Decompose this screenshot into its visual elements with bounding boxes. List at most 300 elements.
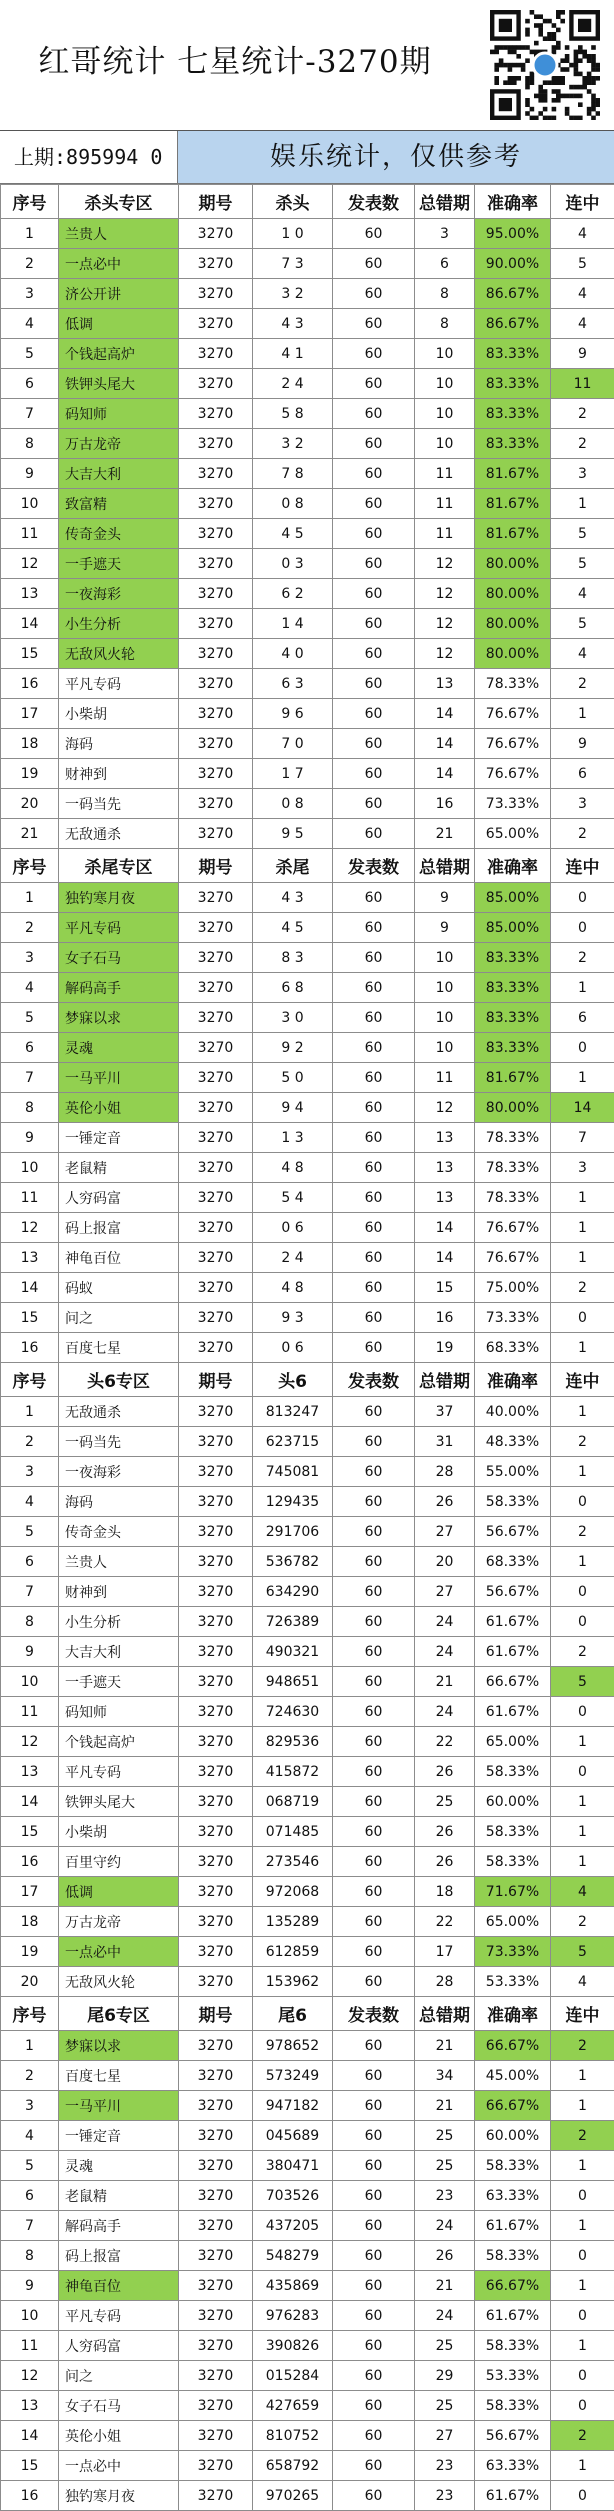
cell-numbers: 745081 [253, 1457, 333, 1487]
cell-tipster: 英伦小姐 [59, 1093, 179, 1123]
cell-numbers: 6 2 [253, 579, 333, 609]
cell-tipster: 梦寐以求 [59, 1003, 179, 1033]
cell-tipster: 传奇金头 [59, 519, 179, 549]
cell-numbers: 548279 [253, 2241, 333, 2271]
cell-accuracy: 81.67% [475, 459, 551, 489]
cell-errors: 13 [415, 1153, 475, 1183]
column-header-errors: 总错期 [415, 1997, 475, 2031]
cell-accuracy: 68.33% [475, 1333, 551, 1363]
cell-published: 60 [333, 1817, 415, 1847]
cell-issue: 3270 [179, 1063, 253, 1093]
cell-numbers: 4 5 [253, 519, 333, 549]
cell-rank: 9 [1, 1637, 59, 1667]
cell-numbers: 726389 [253, 1607, 333, 1637]
cell-tipster: 个钱起高炉 [59, 1727, 179, 1757]
table-row [1, 519, 614, 549]
cell-issue: 3270 [179, 2331, 253, 2361]
cell-streak: 11 [551, 369, 614, 399]
cell-tipster: 神龟百位 [59, 1243, 179, 1273]
column-header-issue: 期号 [179, 185, 253, 219]
cell-tipster: 女子石马 [59, 2391, 179, 2421]
cell-rank: 12 [1, 549, 59, 579]
column-header-errors: 总错期 [415, 849, 475, 883]
cell-numbers: 2 4 [253, 1243, 333, 1273]
cell-issue: 3270 [179, 2031, 253, 2061]
cell-published: 60 [333, 819, 415, 849]
cell-tipster: 大吉大利 [59, 1637, 179, 1667]
cell-published: 60 [333, 1457, 415, 1487]
cell-accuracy: 73.33% [475, 1303, 551, 1333]
cell-streak: 9 [551, 339, 614, 369]
cell-rank: 19 [1, 1937, 59, 1967]
cell-tipster: 码上报富 [59, 1213, 179, 1243]
cell-streak: 4 [551, 309, 614, 339]
cell-errors: 37 [415, 1397, 475, 1427]
cell-rank: 16 [1, 1847, 59, 1877]
cell-issue: 3270 [179, 309, 253, 339]
table-row [1, 1757, 614, 1787]
cell-tipster: 兰贵人 [59, 219, 179, 249]
table-row [1, 489, 614, 519]
cell-tipster: 独钓寒月夜 [59, 2481, 179, 2511]
cell-rank: 7 [1, 1063, 59, 1093]
cell-numbers: 4 1 [253, 339, 333, 369]
cell-streak: 4 [551, 579, 614, 609]
cell-accuracy: 80.00% [475, 1093, 551, 1123]
cell-issue: 3270 [179, 2091, 253, 2121]
cell-rank: 16 [1, 669, 59, 699]
cell-published: 60 [333, 2481, 415, 2511]
table-row [1, 249, 614, 279]
cell-issue: 3270 [179, 1577, 253, 1607]
cell-issue: 3270 [179, 219, 253, 249]
cell-streak: 4 [551, 219, 614, 249]
cell-published: 60 [333, 1847, 415, 1877]
cell-tipster: 百度七星 [59, 2061, 179, 2091]
cell-published: 60 [333, 489, 415, 519]
cell-issue: 3270 [179, 1003, 253, 1033]
cell-published: 60 [333, 2211, 415, 2241]
cell-accuracy: 58.33% [475, 1847, 551, 1877]
cell-numbers: 7 8 [253, 459, 333, 489]
cell-issue: 3270 [179, 2421, 253, 2451]
table-row [1, 1427, 614, 1457]
column-header-issue: 期号 [179, 1363, 253, 1397]
cell-rank: 7 [1, 2211, 59, 2241]
cell-issue: 3270 [179, 249, 253, 279]
cell-errors: 10 [415, 1033, 475, 1063]
cell-published: 60 [333, 2421, 415, 2451]
cell-numbers: 948651 [253, 1667, 333, 1697]
cell-issue: 3270 [179, 1547, 253, 1577]
table-row [1, 279, 614, 309]
cell-accuracy: 95.00% [475, 219, 551, 249]
cell-tipster: 低调 [59, 309, 179, 339]
cell-rank: 6 [1, 2181, 59, 2211]
cell-numbers: 427659 [253, 2391, 333, 2421]
table-row [1, 1697, 614, 1727]
cell-accuracy: 83.33% [475, 1033, 551, 1063]
column-header-rank: 序号 [1, 185, 59, 219]
cell-issue: 3270 [179, 2121, 253, 2151]
cell-issue: 3270 [179, 1637, 253, 1667]
cell-published: 60 [333, 1607, 415, 1637]
cell-errors: 8 [415, 309, 475, 339]
cell-errors: 12 [415, 609, 475, 639]
cell-accuracy: 63.33% [475, 2181, 551, 2211]
cell-issue: 3270 [179, 759, 253, 789]
cell-rank: 13 [1, 1243, 59, 1273]
cell-numbers: 970265 [253, 2481, 333, 2511]
cell-errors: 12 [415, 1093, 475, 1123]
cell-issue: 3270 [179, 1937, 253, 1967]
cell-accuracy: 61.67% [475, 1607, 551, 1637]
cell-accuracy: 90.00% [475, 249, 551, 279]
table-row [1, 549, 614, 579]
cell-errors: 17 [415, 1937, 475, 1967]
cell-numbers: 045689 [253, 2121, 333, 2151]
cell-rank: 5 [1, 1003, 59, 1033]
cell-rank: 17 [1, 699, 59, 729]
cell-errors: 25 [415, 2391, 475, 2421]
cell-issue: 3270 [179, 1787, 253, 1817]
cell-streak: 1 [551, 1183, 614, 1213]
cell-rank: 3 [1, 1457, 59, 1487]
cell-errors: 11 [415, 459, 475, 489]
cell-rank: 13 [1, 1757, 59, 1787]
cell-rank: 15 [1, 639, 59, 669]
cell-rank: 1 [1, 883, 59, 913]
cell-issue: 3270 [179, 2481, 253, 2511]
cell-streak: 7 [551, 1123, 614, 1153]
cell-rank: 7 [1, 1577, 59, 1607]
cell-errors: 8 [415, 279, 475, 309]
cell-published: 60 [333, 1273, 415, 1303]
cell-streak: 3 [551, 1153, 614, 1183]
cell-errors: 12 [415, 639, 475, 669]
cell-tipster: 平凡专码 [59, 669, 179, 699]
cell-tipster: 英伦小姐 [59, 2421, 179, 2451]
cell-rank: 12 [1, 2361, 59, 2391]
table-row [1, 1093, 614, 1123]
cell-accuracy: 56.67% [475, 2421, 551, 2451]
cell-errors: 34 [415, 2061, 475, 2091]
cell-tipster: 财神到 [59, 759, 179, 789]
cell-tipster: 万古龙帝 [59, 429, 179, 459]
cell-numbers: 4 8 [253, 1273, 333, 1303]
cell-numbers: 2 4 [253, 369, 333, 399]
cell-numbers: 623715 [253, 1427, 333, 1457]
cell-numbers: 9 5 [253, 819, 333, 849]
cell-published: 60 [333, 1877, 415, 1907]
cell-numbers: 490321 [253, 1637, 333, 1667]
cell-accuracy: 66.67% [475, 2031, 551, 2061]
cell-issue: 3270 [179, 699, 253, 729]
table-row [1, 1153, 614, 1183]
cell-errors: 16 [415, 789, 475, 819]
cell-errors: 13 [415, 669, 475, 699]
cell-rank: 2 [1, 249, 59, 279]
cell-numbers: 634290 [253, 1577, 333, 1607]
cell-published: 60 [333, 1123, 415, 1153]
cell-numbers: 3 0 [253, 1003, 333, 1033]
cell-numbers: 810752 [253, 2421, 333, 2451]
section-header-row [1, 849, 614, 883]
table-row [1, 789, 614, 819]
cell-accuracy: 83.33% [475, 973, 551, 1003]
cell-issue: 3270 [179, 1093, 253, 1123]
cell-numbers: 947182 [253, 2091, 333, 2121]
column-header-rank: 序号 [1, 849, 59, 883]
cell-accuracy: 78.33% [475, 1123, 551, 1153]
table-row [1, 459, 614, 489]
cell-tipster: 人穷码富 [59, 2331, 179, 2361]
cell-numbers: 4 5 [253, 913, 333, 943]
cell-rank: 10 [1, 489, 59, 519]
table-row [1, 1397, 614, 1427]
cell-rank: 4 [1, 973, 59, 1003]
cell-streak: 1 [551, 1817, 614, 1847]
cell-published: 60 [333, 669, 415, 699]
cell-tipster: 码知师 [59, 1697, 179, 1727]
cell-streak: 1 [551, 1727, 614, 1757]
cell-published: 60 [333, 1967, 415, 1997]
cell-rank: 1 [1, 219, 59, 249]
cell-published: 60 [333, 1487, 415, 1517]
cell-rank: 8 [1, 2241, 59, 2271]
cell-errors: 14 [415, 699, 475, 729]
cell-errors: 26 [415, 2241, 475, 2271]
cell-tipster: 问之 [59, 1303, 179, 1333]
cell-numbers: 5 0 [253, 1063, 333, 1093]
table-row [1, 1607, 614, 1637]
cell-errors: 10 [415, 339, 475, 369]
cell-accuracy: 55.00% [475, 1457, 551, 1487]
cell-errors: 13 [415, 1183, 475, 1213]
table-row [1, 759, 614, 789]
cell-published: 60 [333, 2451, 415, 2481]
cell-streak: 2 [551, 669, 614, 699]
cell-published: 60 [333, 399, 415, 429]
column-header-numbers: 头6 [253, 1363, 333, 1397]
column-header-accuracy: 准确率 [475, 1363, 551, 1397]
column-header-published: 发表数 [333, 185, 415, 219]
cell-published: 60 [333, 459, 415, 489]
cell-rank: 19 [1, 759, 59, 789]
cell-published: 60 [333, 219, 415, 249]
table-row [1, 2241, 614, 2271]
cell-published: 60 [333, 1213, 415, 1243]
cell-errors: 13 [415, 1123, 475, 1153]
cell-tipster: 小柴胡 [59, 1817, 179, 1847]
subheader [0, 131, 614, 184]
cell-accuracy: 40.00% [475, 1397, 551, 1427]
cell-tipster: 码上报富 [59, 2241, 179, 2271]
cell-issue: 3270 [179, 1457, 253, 1487]
table-row [1, 819, 614, 849]
cell-numbers: 390826 [253, 2331, 333, 2361]
cell-streak: 1 [551, 2451, 614, 2481]
cell-accuracy: 65.00% [475, 819, 551, 849]
cell-accuracy: 80.00% [475, 639, 551, 669]
cell-issue: 3270 [179, 1757, 253, 1787]
table-row [1, 669, 614, 699]
cell-published: 60 [333, 2031, 415, 2061]
cell-numbers: 972068 [253, 1877, 333, 1907]
cell-published: 60 [333, 699, 415, 729]
table-row [1, 579, 614, 609]
cell-issue: 3270 [179, 973, 253, 1003]
cell-issue: 3270 [179, 1667, 253, 1697]
cell-tipster: 一点必中 [59, 2451, 179, 2481]
cell-tipster: 一马平川 [59, 2091, 179, 2121]
table-row [1, 973, 614, 1003]
cell-tipster: 兰贵人 [59, 1547, 179, 1577]
cell-streak: 0 [551, 2481, 614, 2511]
cell-streak: 1 [551, 1213, 614, 1243]
cell-streak: 2 [551, 2121, 614, 2151]
cell-streak: 5 [551, 519, 614, 549]
table-row [1, 1243, 614, 1273]
cell-rank: 14 [1, 1273, 59, 1303]
cell-accuracy: 58.33% [475, 2151, 551, 2181]
cell-tipster: 个钱起高炉 [59, 339, 179, 369]
cell-accuracy: 85.00% [475, 913, 551, 943]
cell-errors: 20 [415, 1547, 475, 1577]
cell-streak: 0 [551, 1487, 614, 1517]
column-header-streak: 连中 [551, 185, 614, 219]
column-header-tipster: 杀头专区 [59, 185, 179, 219]
table-row [1, 1183, 614, 1213]
cell-errors: 25 [415, 2331, 475, 2361]
cell-rank: 2 [1, 1427, 59, 1457]
cell-errors: 27 [415, 1517, 475, 1547]
cell-tipster: 平凡专码 [59, 2301, 179, 2331]
cell-numbers: 0 8 [253, 789, 333, 819]
cell-errors: 21 [415, 1667, 475, 1697]
cell-accuracy: 81.67% [475, 489, 551, 519]
cell-tipster: 码蚁 [59, 1273, 179, 1303]
cell-published: 60 [333, 1727, 415, 1757]
table-row [1, 2481, 614, 2511]
cell-issue: 3270 [179, 1517, 253, 1547]
cell-published: 60 [333, 579, 415, 609]
cell-numbers: 7 3 [253, 249, 333, 279]
cell-errors: 9 [415, 883, 475, 913]
table-row [1, 1817, 614, 1847]
cell-streak: 2 [551, 1907, 614, 1937]
cell-accuracy: 73.33% [475, 1937, 551, 1967]
cell-tipster: 一码当先 [59, 789, 179, 819]
cell-errors: 31 [415, 1427, 475, 1457]
cell-tipster: 传奇金头 [59, 1517, 179, 1547]
cell-streak: 2 [551, 1273, 614, 1303]
cell-tipster: 低调 [59, 1877, 179, 1907]
cell-errors: 3 [415, 219, 475, 249]
cell-streak: 1 [551, 2091, 614, 2121]
cell-published: 60 [333, 883, 415, 913]
cell-rank: 15 [1, 2451, 59, 2481]
cell-rank: 3 [1, 943, 59, 973]
cell-numbers: 612859 [253, 1937, 333, 1967]
cell-streak: 1 [551, 1457, 614, 1487]
cell-published: 60 [333, 2271, 415, 2301]
cell-numbers: 5 8 [253, 399, 333, 429]
cell-accuracy: 81.67% [475, 1063, 551, 1093]
cell-streak: 2 [551, 1517, 614, 1547]
cell-issue: 3270 [179, 399, 253, 429]
cell-streak: 2 [551, 1637, 614, 1667]
cell-published: 60 [333, 1183, 415, 1213]
cell-published: 60 [333, 2391, 415, 2421]
cell-accuracy: 58.33% [475, 1487, 551, 1517]
table-row [1, 1273, 614, 1303]
cell-issue: 3270 [179, 2391, 253, 2421]
cell-published: 60 [333, 339, 415, 369]
cell-rank: 18 [1, 729, 59, 759]
cell-accuracy: 61.67% [475, 1637, 551, 1667]
cell-streak: 1 [551, 489, 614, 519]
cell-rank: 16 [1, 2481, 59, 2511]
cell-accuracy: 66.67% [475, 2271, 551, 2301]
cell-accuracy: 83.33% [475, 429, 551, 459]
cell-rank: 12 [1, 1727, 59, 1757]
column-header-issue: 期号 [179, 1997, 253, 2031]
cell-accuracy: 48.33% [475, 1427, 551, 1457]
cell-published: 60 [333, 759, 415, 789]
cell-accuracy: 83.33% [475, 399, 551, 429]
cell-streak: 1 [551, 2331, 614, 2361]
cell-numbers: 8 3 [253, 943, 333, 973]
cell-issue: 3270 [179, 2061, 253, 2091]
cell-tipster: 一点必中 [59, 1937, 179, 1967]
column-header-streak: 连中 [551, 1997, 614, 2031]
cell-tipster: 一马平川 [59, 1063, 179, 1093]
cell-issue: 3270 [179, 2451, 253, 2481]
cell-errors: 23 [415, 2481, 475, 2511]
cell-tipster: 铁钾头尾大 [59, 1787, 179, 1817]
cell-errors: 22 [415, 1907, 475, 1937]
cell-published: 60 [333, 1577, 415, 1607]
cell-rank: 13 [1, 579, 59, 609]
cell-published: 60 [333, 1667, 415, 1697]
table-row [1, 339, 614, 369]
cell-rank: 7 [1, 399, 59, 429]
cell-published: 60 [333, 1063, 415, 1093]
cell-streak: 1 [551, 699, 614, 729]
cell-streak: 6 [551, 1003, 614, 1033]
table-row [1, 2421, 614, 2451]
cell-accuracy: 53.33% [475, 1967, 551, 1997]
cell-published: 60 [333, 1697, 415, 1727]
cell-tipster: 一点必中 [59, 249, 179, 279]
cell-issue: 3270 [179, 1273, 253, 1303]
cell-published: 60 [333, 2331, 415, 2361]
cell-streak: 0 [551, 2391, 614, 2421]
cell-published: 60 [333, 2061, 415, 2091]
cell-accuracy: 58.33% [475, 1757, 551, 1787]
cell-tipster: 无敌风火轮 [59, 639, 179, 669]
cell-streak: 0 [551, 2301, 614, 2331]
cell-numbers: 0 6 [253, 1213, 333, 1243]
cell-streak: 0 [551, 2361, 614, 2391]
cell-published: 60 [333, 2241, 415, 2271]
cell-errors: 15 [415, 1273, 475, 1303]
cell-accuracy: 83.33% [475, 339, 551, 369]
cell-accuracy: 83.33% [475, 369, 551, 399]
cell-tipster: 财神到 [59, 1577, 179, 1607]
table-row [1, 2451, 614, 2481]
